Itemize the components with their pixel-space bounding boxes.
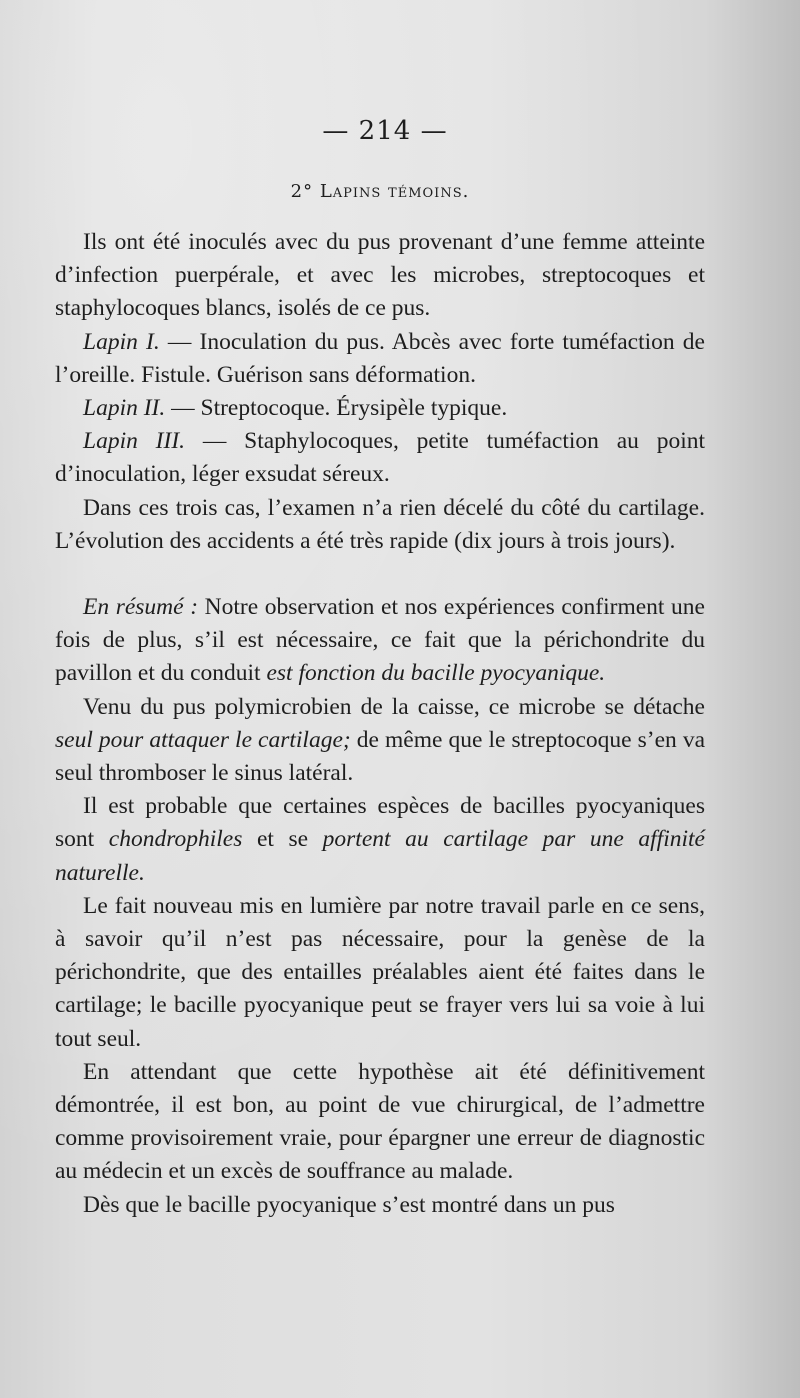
paragraph-text: En attendant que cette hypothèse ait été définitivement démontrée, il est bon, au point de vue chirurgical, de l’admettre comme provisoirement vraie, pour épargner une erreur de diagnostic au médecin et un excès de souffrance au malade. — [55, 1058, 705, 1185]
paragraph-text: — Staphylocoques, petite tuméfaction au point d’inoculation, léger exsudat séreux. — [55, 428, 705, 488]
paragraph-text: Notre observation et nos expériences confirment une fois de plus, s’il est nécessaire, ce fait que la périchondrite du pavillon et du conduit — [55, 594, 705, 687]
paragraph-text: — Inoculation du pus. Abcès avec forte tuméfaction de l’oreille. Fistule. Guérison sans déformation. — [55, 328, 705, 388]
paragraph-text: Dès que le bacille pyocyanique s’est montré dans un pus — [83, 1191, 615, 1218]
paragraph-lapin-1 — [55, 326, 705, 392]
paragraph-emphasis: est fonction du bacille pyocyanique. — [266, 660, 606, 687]
paragraph-lead: En résumé : — [83, 594, 199, 621]
section-title: 2° Lapins témoins. — [290, 181, 470, 202]
paragraph-text: Dans ces trois cas, l’examen n’a rien décelé du côté du cartilage. L’évolution des accidents a été très rapide (dix jours à trois jours). — [55, 494, 705, 554]
paragraph-text: Il est probable que certaines espèces de bacilles pyocyaniques sont — [55, 793, 705, 853]
paragraph-lapin-2 — [55, 392, 705, 425]
paragraph-text: Venu du pus polymicrobien de la caisse, ce microbe se détache — [83, 693, 705, 720]
paragraph-lapin-3 — [55, 425, 705, 491]
paragraph-text: Ils ont été inoculés avec du pus provenant d’une femme atteinte d’infection puerpérale, et avec les microbes, streptocoques et staphylocoques blancs, isolés de ce pus. — [55, 229, 705, 322]
paragraph-des-que — [55, 1189, 705, 1222]
page-number: — 214 — — [322, 116, 448, 146]
paragraph-emphasis: chondrophiles — [108, 826, 243, 853]
paragraph-summary — [55, 591, 705, 691]
paragraph-attendant — [55, 1056, 705, 1189]
paragraph-text: — Streptocoque. Érysipèle typique. — [165, 395, 508, 422]
paragraph-emphasis: seul pour attaquer le cartilage; — [55, 726, 351, 753]
paragraph-text: et se — [242, 826, 323, 853]
paragraph-text: de même que le streptocoque s’en va seul thromboser le sinus latéral. — [55, 726, 705, 787]
body-text — [55, 226, 705, 1222]
paragraph-lead: Lapin II. — [83, 395, 166, 422]
paragraph-fait-nouveau — [55, 890, 705, 1056]
paragraph-lead: Lapin III. — [83, 428, 186, 455]
paragraph-text: Le fait nouveau mis en lumière par notre travail parle en ce sens, à savoir qu’il n’est pas nécessaire, pour la genèse de la périchondrite, que des entailles préalables aient été faites dans le cartilage; le bacille pyocyanique peut se frayer vers lui sa voie à lui tout seul. — [55, 892, 705, 1052]
paragraph-intro — [55, 226, 705, 326]
paragraph-emphasis: portent au cartilage par une affinité naturelle. — [55, 826, 705, 886]
paragraph-lead: Lapin I. — [83, 328, 160, 355]
paragraph-venu — [55, 691, 705, 791]
paragraph-probable — [55, 790, 705, 890]
paragraph-three-cases — [55, 492, 705, 558]
